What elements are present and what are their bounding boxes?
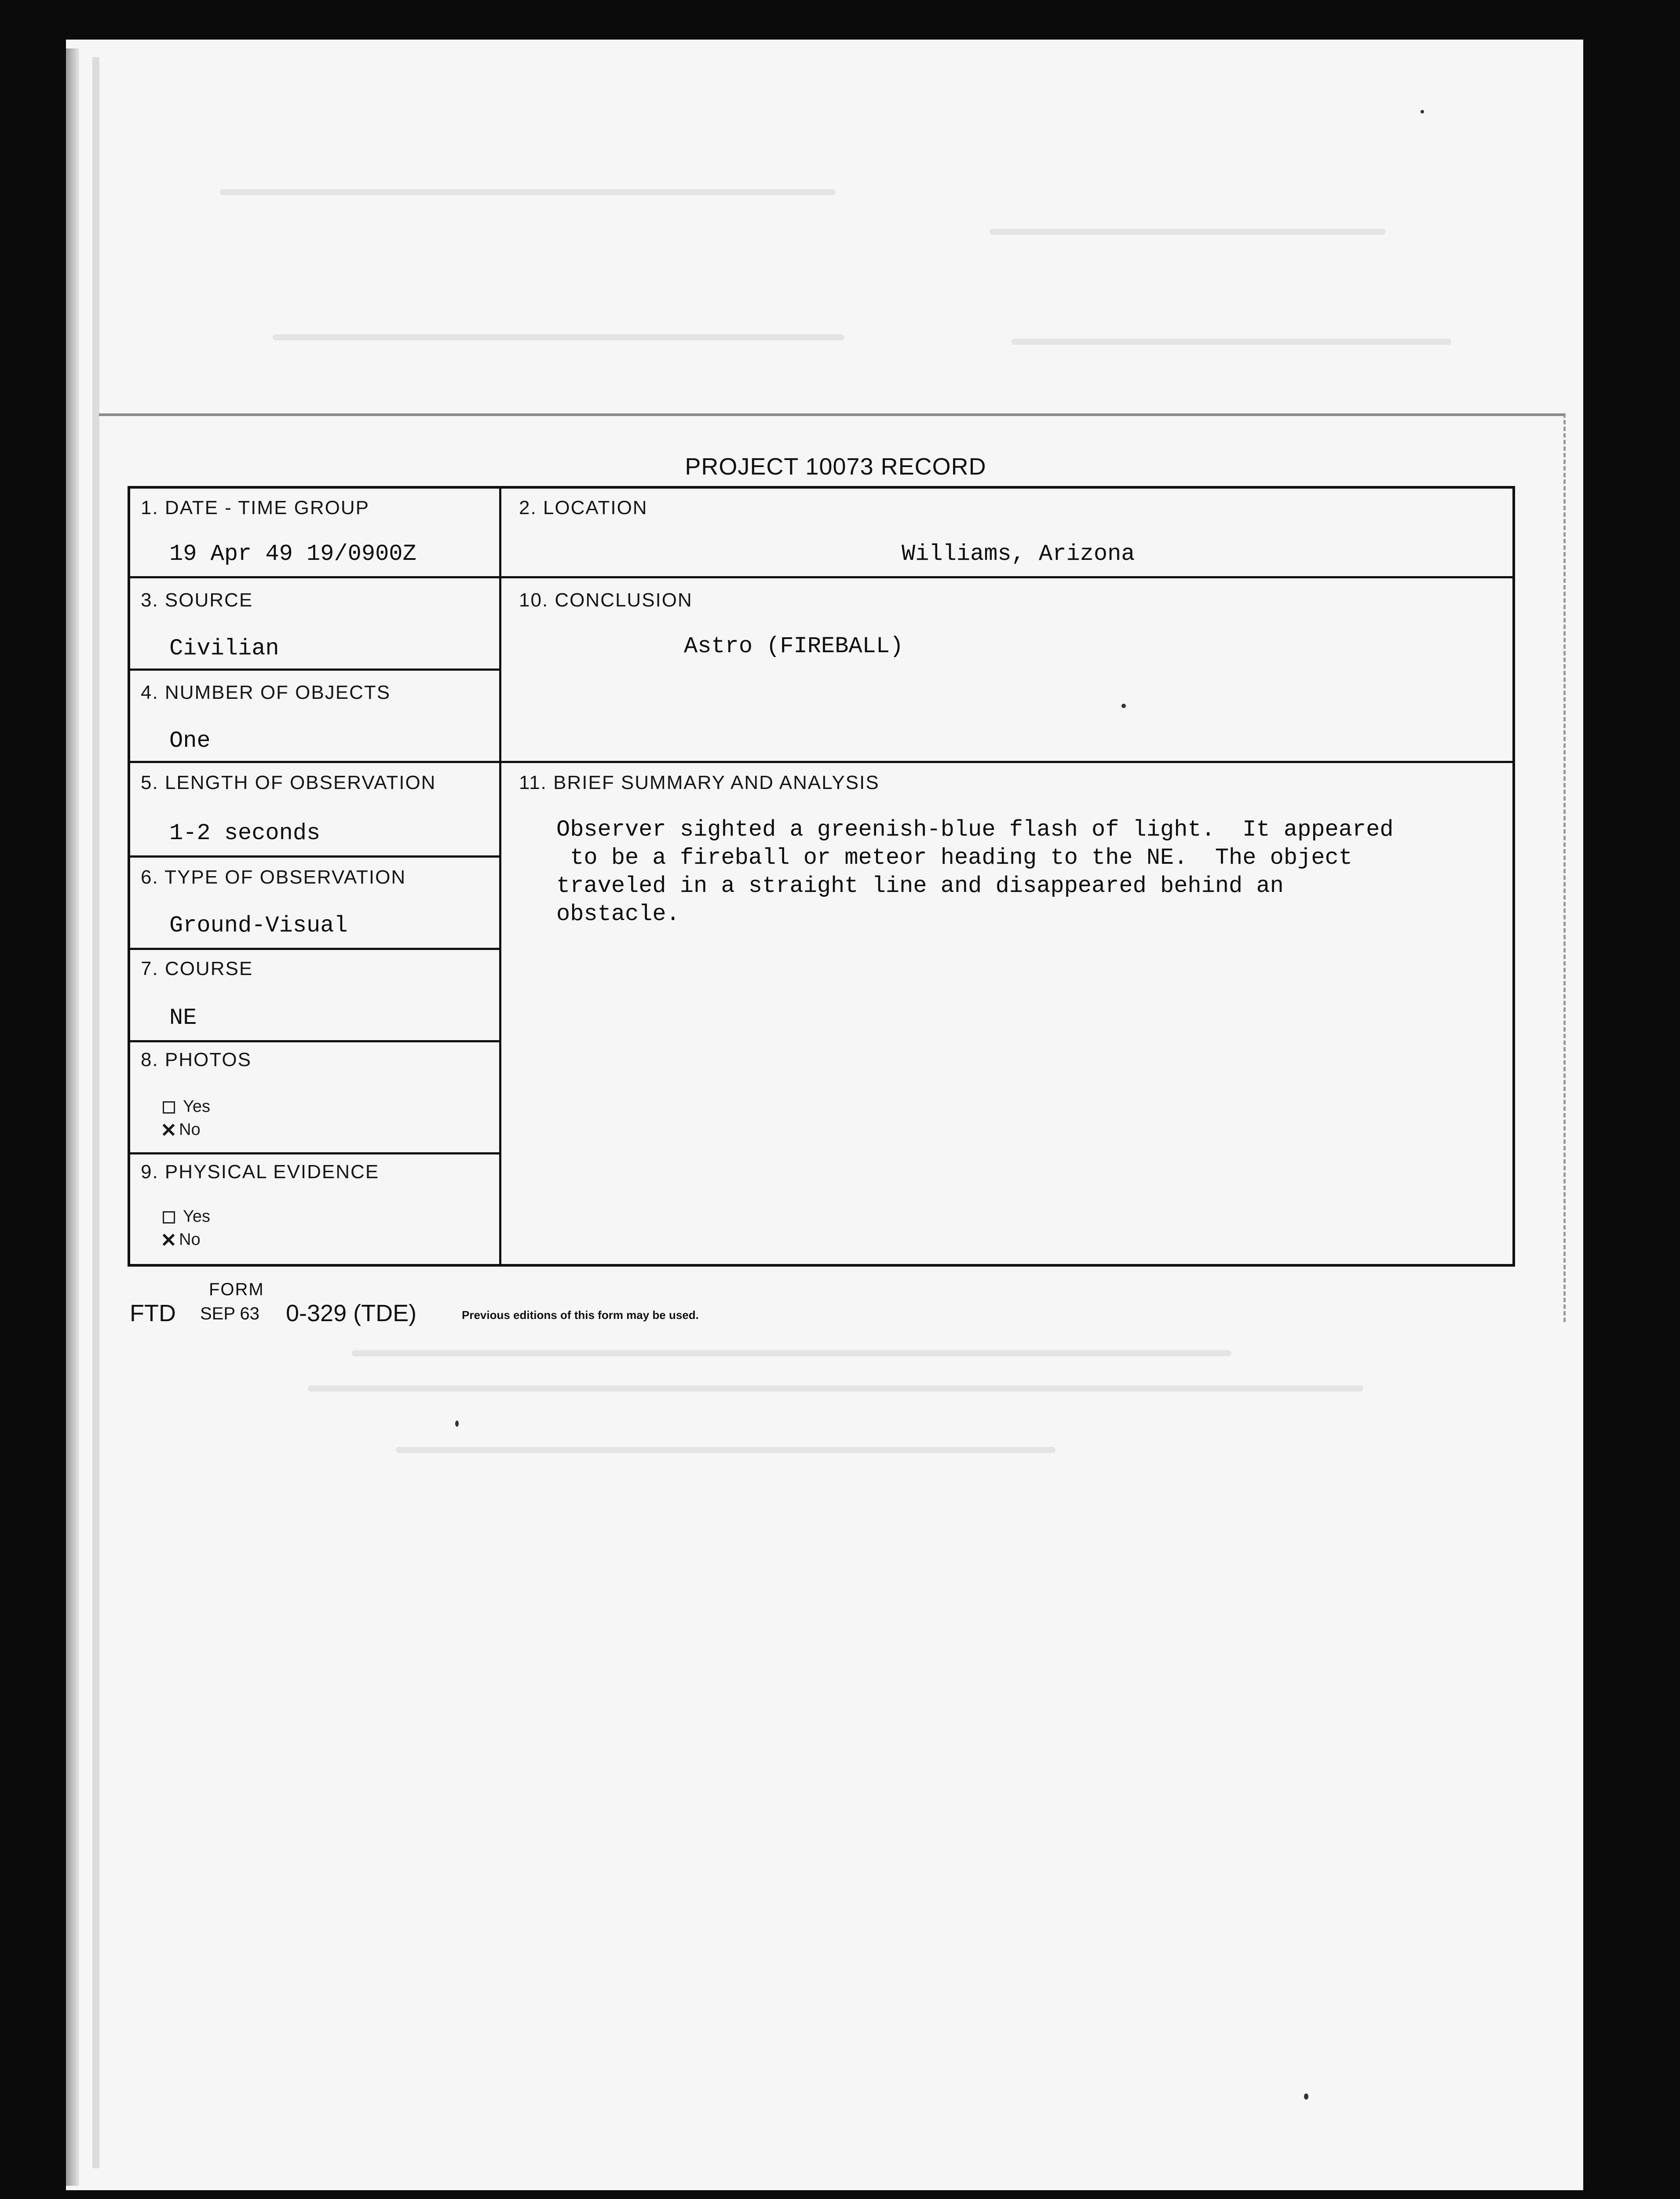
checkbox-empty-icon <box>163 1211 175 1224</box>
date-time-label: 1. DATE - TIME GROUP <box>141 497 369 519</box>
footer-form-word: FORM <box>209 1280 264 1299</box>
number-of-objects-value: One <box>169 728 211 754</box>
length-of-observation-label: 5. LENGTH OF OBSERVATION <box>141 772 436 793</box>
summary-line: to be a fireball or meteor heading to the NE. The object <box>556 845 1352 871</box>
footer-ftd: FTD <box>130 1300 176 1326</box>
row-divider <box>128 668 501 671</box>
photos-no-option[interactable] <box>161 1119 201 1142</box>
photos-yes-label: Yes <box>183 1097 210 1116</box>
length-of-observation-value: 1-2 seconds <box>169 820 321 846</box>
page-edge-shadow <box>66 48 79 2186</box>
bleed-through-line <box>273 334 844 340</box>
photos-yes-option[interactable] <box>163 1097 210 1116</box>
form-title: PROJECT 10073 RECORD <box>685 453 986 480</box>
row-divider <box>128 1040 501 1042</box>
bleed-through-line <box>990 229 1385 235</box>
source-value: Civilian <box>169 636 279 661</box>
bleed-through-line <box>220 189 836 195</box>
row-divider <box>128 761 1515 763</box>
column-divider <box>499 486 501 1267</box>
bleed-through-line <box>1012 339 1451 345</box>
photos-no-label: No <box>179 1120 201 1139</box>
summary-line: obstacle. <box>556 901 680 927</box>
row-divider <box>128 948 501 950</box>
film-speck <box>1421 110 1424 113</box>
location-value: Williams, Arizona <box>902 541 1135 567</box>
footer-form-number: 0-329 (TDE) <box>286 1300 417 1326</box>
checkbox-checked-icon: ✕ <box>161 1230 177 1251</box>
checkbox-empty-icon <box>163 1101 175 1114</box>
film-speck <box>1121 704 1126 708</box>
type-of-observation-value: Ground-Visual <box>169 913 348 939</box>
physical-evidence-yes-label: Yes <box>183 1207 210 1226</box>
page-edge-strip <box>92 57 99 2168</box>
film-speck <box>455 1421 459 1427</box>
date-time-value: 19 Apr 49 19/0900Z <box>169 541 416 567</box>
location-label: 2. LOCATION <box>519 497 648 519</box>
conclusion-label: 10. CONCLUSION <box>519 589 693 611</box>
physical-evidence-label: 9. PHYSICAL EVIDENCE <box>141 1161 380 1183</box>
photos-label: 8. PHOTOS <box>141 1049 252 1070</box>
summary-line: Observer sighted a greenish-blue flash of light. It appeared <box>556 817 1394 843</box>
summary-text <box>556 816 1394 928</box>
bleed-through-line <box>308 1385 1363 1392</box>
footer-note: Previous editions of this form may be used. <box>462 1308 699 1322</box>
row-divider <box>128 855 501 858</box>
number-of-objects-label: 4. NUMBER OF OBJECTS <box>141 682 391 703</box>
bleed-through-line <box>396 1447 1055 1453</box>
checkbox-checked-icon: ✕ <box>161 1120 177 1141</box>
source-label: 3. SOURCE <box>141 589 253 611</box>
course-value: NE <box>169 1005 197 1031</box>
summary-line: traveled in a straight line and disappeared behind an <box>556 873 1284 899</box>
footer-date-code: SEP 63 <box>200 1304 259 1323</box>
course-label: 7. COURSE <box>141 958 253 979</box>
row-divider <box>128 1152 501 1154</box>
physical-evidence-yes-option[interactable] <box>163 1207 210 1226</box>
physical-evidence-no-option[interactable] <box>161 1229 201 1252</box>
bleed-through-line <box>352 1350 1231 1356</box>
type-of-observation-label: 6. TYPE OF OBSERVATION <box>141 866 406 888</box>
summary-label: 11. BRIEF SUMMARY AND ANALYSIS <box>519 772 880 793</box>
conclusion-value: Astro (FIREBALL) <box>684 633 904 659</box>
row-divider <box>128 576 1515 578</box>
film-speck <box>1304 2093 1308 2100</box>
physical-evidence-no-label: No <box>179 1230 201 1249</box>
